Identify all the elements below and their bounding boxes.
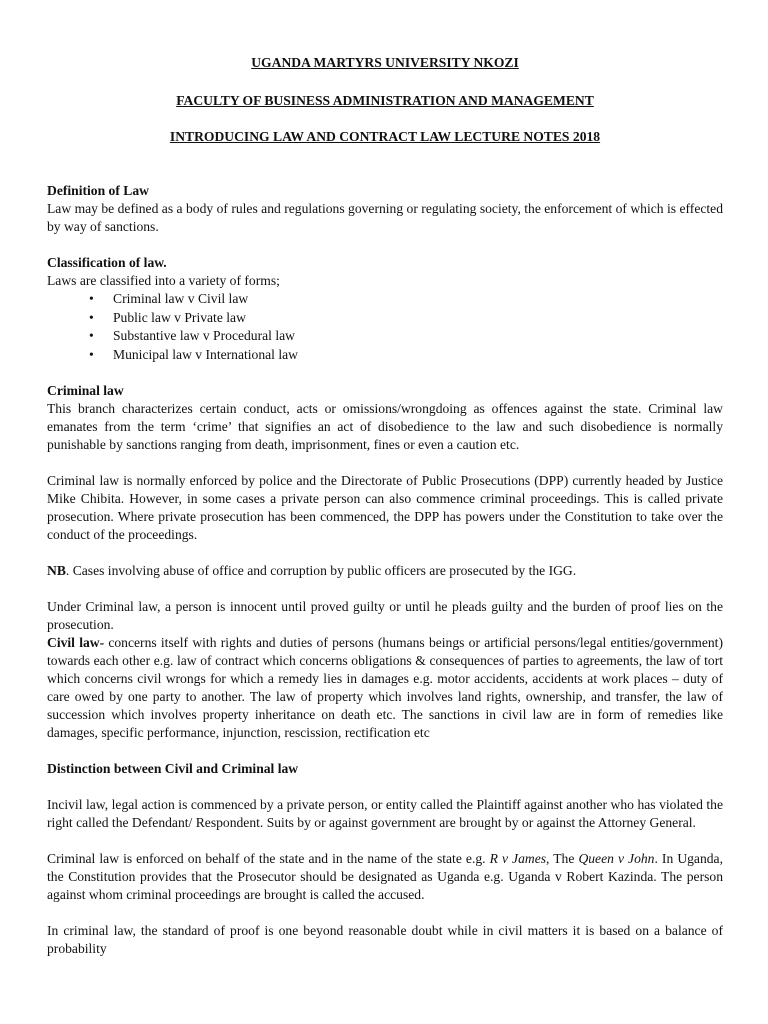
list-item	[47, 346, 723, 365]
list-item-text: Public law v Private law	[113, 309, 246, 325]
civil-law-body: concerns itself with rights and duties of persons (humans beings or artificial persons/legal entities/government) towards each other e.g. law of contract which concerns obligations & consequences of parties to agreements, the law of tort which concerns civil wrongs for which a remedy lies in damages e.g. motor accidents, accidents at work places – duty of care owed by one party to another. The law of property which involves land rights, ownership, and transfer, the law of succession which involves property inheritance on death etc. The sanctions in civil law are in form of remedies like damages, specific performance, injunction, rescission, rectification etc	[47, 635, 723, 740]
distinction-p2-part-b: , The	[546, 851, 579, 866]
criminal-law-paragraph-3: Under Criminal law, a person is innocent until proved guilty or until he pleads guilty and the burden of proof lies on the prosecution.	[47, 599, 723, 632]
distinction-p2-part-c: . In Uganda, the Constitution provides that the Prosecutor should be designated as Uganda e.g. Uganda v Robert Kazinda. The person against whom criminal proceedings are brought is called the accused.	[47, 851, 723, 902]
distinction-paragraph-1: Incivil law, legal action is commenced by a private person, or entity called the Plaintiff against another who has violated the right called the Defendant/ Respondent. Suits by or against government are brought by or against the Attorney General.	[47, 797, 723, 830]
civil-law-label: Civil law-	[47, 635, 105, 650]
bullet-icon: •	[89, 291, 94, 306]
document-page	[47, 54, 723, 958]
university-title: UGANDA MARTYRS UNIVERSITY NKOZI	[251, 55, 519, 70]
bullet-icon: •	[89, 309, 94, 325]
list-item	[47, 290, 723, 309]
criminal-law-paragraph-2: Criminal law is normally enforced by police and the Directorate of Public Prosecutions (DPP) currently headed by Justice Mike Chibita. However, in some cases a private person can also commence criminal proceedings. This is called private prosecution. Where private prosecution has been commenced, the DPP has powers under the Constitution to take over the conduct of the proceedings.	[47, 473, 723, 542]
classification-list	[47, 290, 723, 364]
criminal-law-paragraph-1: This branch characterizes certain conduct, acts or omissions/wrongdoing as offences against the state. Criminal law emanates from the term ‘crime’ that signifies an act of disobedience to the law and such disobedience is normally punishable by sanctions ranging from death, imprisonment, fines or even a caution etc.	[47, 401, 723, 452]
criminal-law-heading: Criminal law	[47, 383, 124, 398]
nb-paragraph	[47, 562, 723, 580]
list-item-text: Criminal law v Civil law	[113, 291, 249, 306]
list-item	[47, 327, 723, 346]
distinction-paragraph-2	[47, 850, 723, 904]
classification-heading: Classification of law.	[47, 255, 167, 270]
bullet-icon: •	[89, 328, 94, 343]
nb-label: NB	[47, 563, 66, 578]
distinction-p2-part-a: Criminal law is enforced on behalf of the state and in the name of the state e.g.	[47, 851, 490, 866]
case-name-2: Queen v John	[578, 851, 655, 866]
list-item-text: Substantive law v Procedural law	[113, 328, 295, 343]
course-title: INTRODUCING LAW AND CONTRACT LAW LECTURE NOTES 2018	[169, 129, 601, 144]
distinction-heading: Distinction between Civil and Criminal law	[47, 761, 299, 776]
definition-body: Law may be defined as a body of rules and regulations governing or regulating society, the enforcement of which is effected by way of sanctions.	[47, 201, 723, 234]
nb-text: . Cases involving abuse of office and corruption by public officers are prosecuted by the IGG.	[65, 563, 577, 578]
bullet-icon: •	[89, 346, 94, 362]
faculty-title: FACULTY OF BUSINESS ADMINISTRATION AND MANAGEMENT	[176, 93, 594, 108]
list-item	[47, 309, 723, 328]
definition-heading: Definition of Law	[47, 183, 149, 198]
list-item-text: Municipal law v International law	[113, 346, 298, 362]
civil-law-paragraph	[47, 634, 723, 742]
distinction-paragraph-3: In criminal law, the standard of proof is one beyond reasonable doubt while in civil matters it is based on a balance of probability	[47, 923, 723, 956]
case-name-1: R v James	[489, 851, 547, 866]
classification-intro: Laws are classified into a variety of forms;	[47, 273, 280, 288]
